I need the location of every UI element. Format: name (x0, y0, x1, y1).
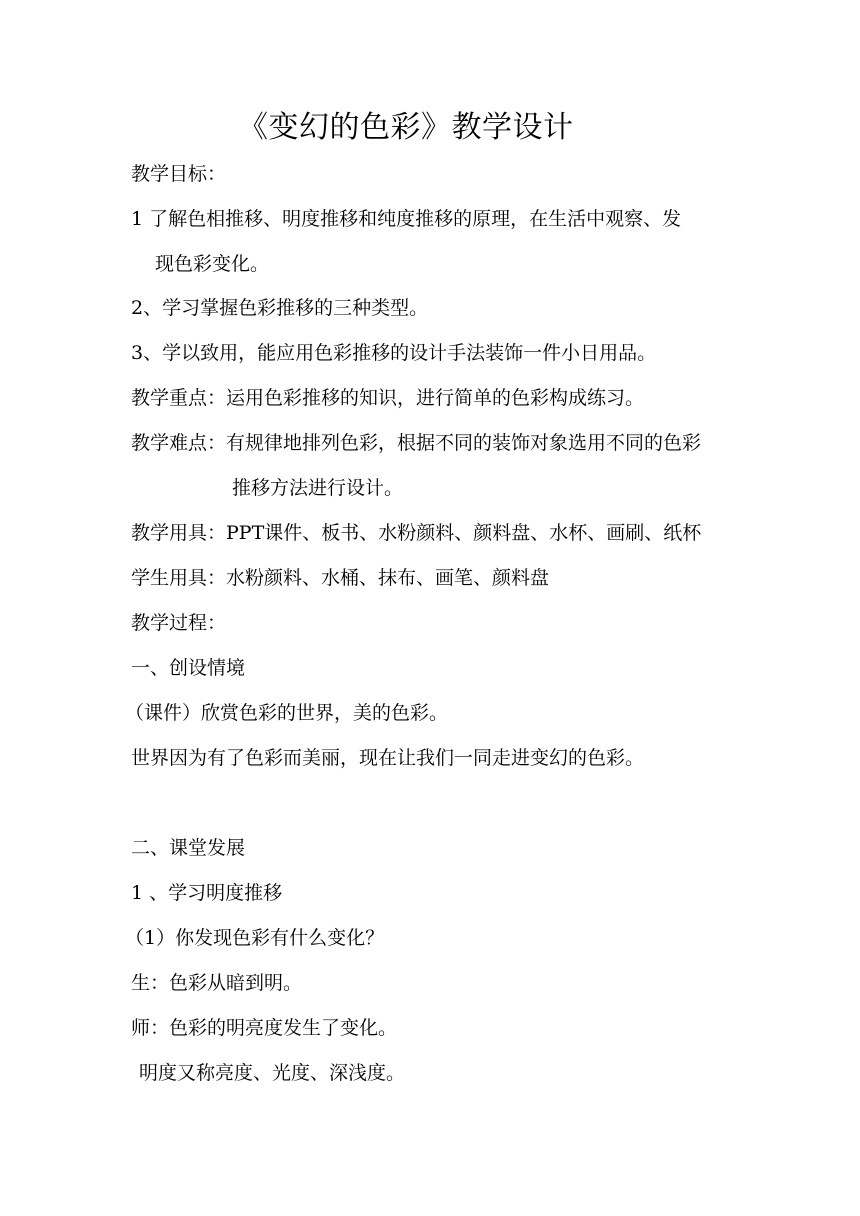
student-tools: 学生用具：水粉颜料、水桶、抹布、画笔、颜料盘 (131, 567, 550, 589)
objective-3: 3、学以致用，能应用色彩推移的设计手法装饰一件小日用品。 (131, 342, 657, 364)
brightness-definition: 明度又称亮度、光度、深浅度。 (139, 1062, 406, 1084)
question-1: （1）你发现色彩有什么变化？ (125, 927, 385, 949)
teaching-tools: 教学用具：PPT课件、板书、水粉颜料、颜料盘、水杯、画刷、纸杯 (131, 522, 702, 544)
teacher-remark: 师：色彩的明亮度发生了变化。 (131, 1017, 398, 1039)
objective-2: 2、学习掌握色彩推移的三种类型。 (131, 297, 429, 319)
section-1-paragraph-1: （课件）欣赏色彩的世界，美的色彩。 (125, 702, 449, 724)
section-1-heading: 一、创设情境 (131, 657, 246, 679)
key-point: 教学重点：运用色彩推移的知识，进行简单的色彩构成练习。 (131, 387, 645, 409)
student-answer: 生：色彩从暗到明。 (131, 972, 303, 994)
objectives-heading: 教学目标： (131, 163, 227, 185)
section-1-paragraph-2: 世界因为有了色彩而美丽，现在让我们一同走进变幻的色彩。 (131, 747, 645, 769)
objective-1: 1 了解色相推移、明度推移和纯度推移的原理，在生活中观察、发 (131, 208, 682, 230)
difficult-point-continued: 推移方法进行设计。 (232, 477, 404, 499)
process-heading: 教学过程： (131, 612, 227, 634)
difficult-point: 教学难点：有规律地排列色彩，根据不同的装饰对象选用不同的色彩 (131, 432, 702, 454)
subsection-1-heading: 1 、学习明度推移 (131, 882, 283, 904)
objective-1-continued: 现色彩变化。 (155, 253, 270, 275)
document-title: 《变幻的色彩》教学设计 (238, 110, 574, 145)
section-2-heading: 二、课堂发展 (131, 837, 246, 859)
